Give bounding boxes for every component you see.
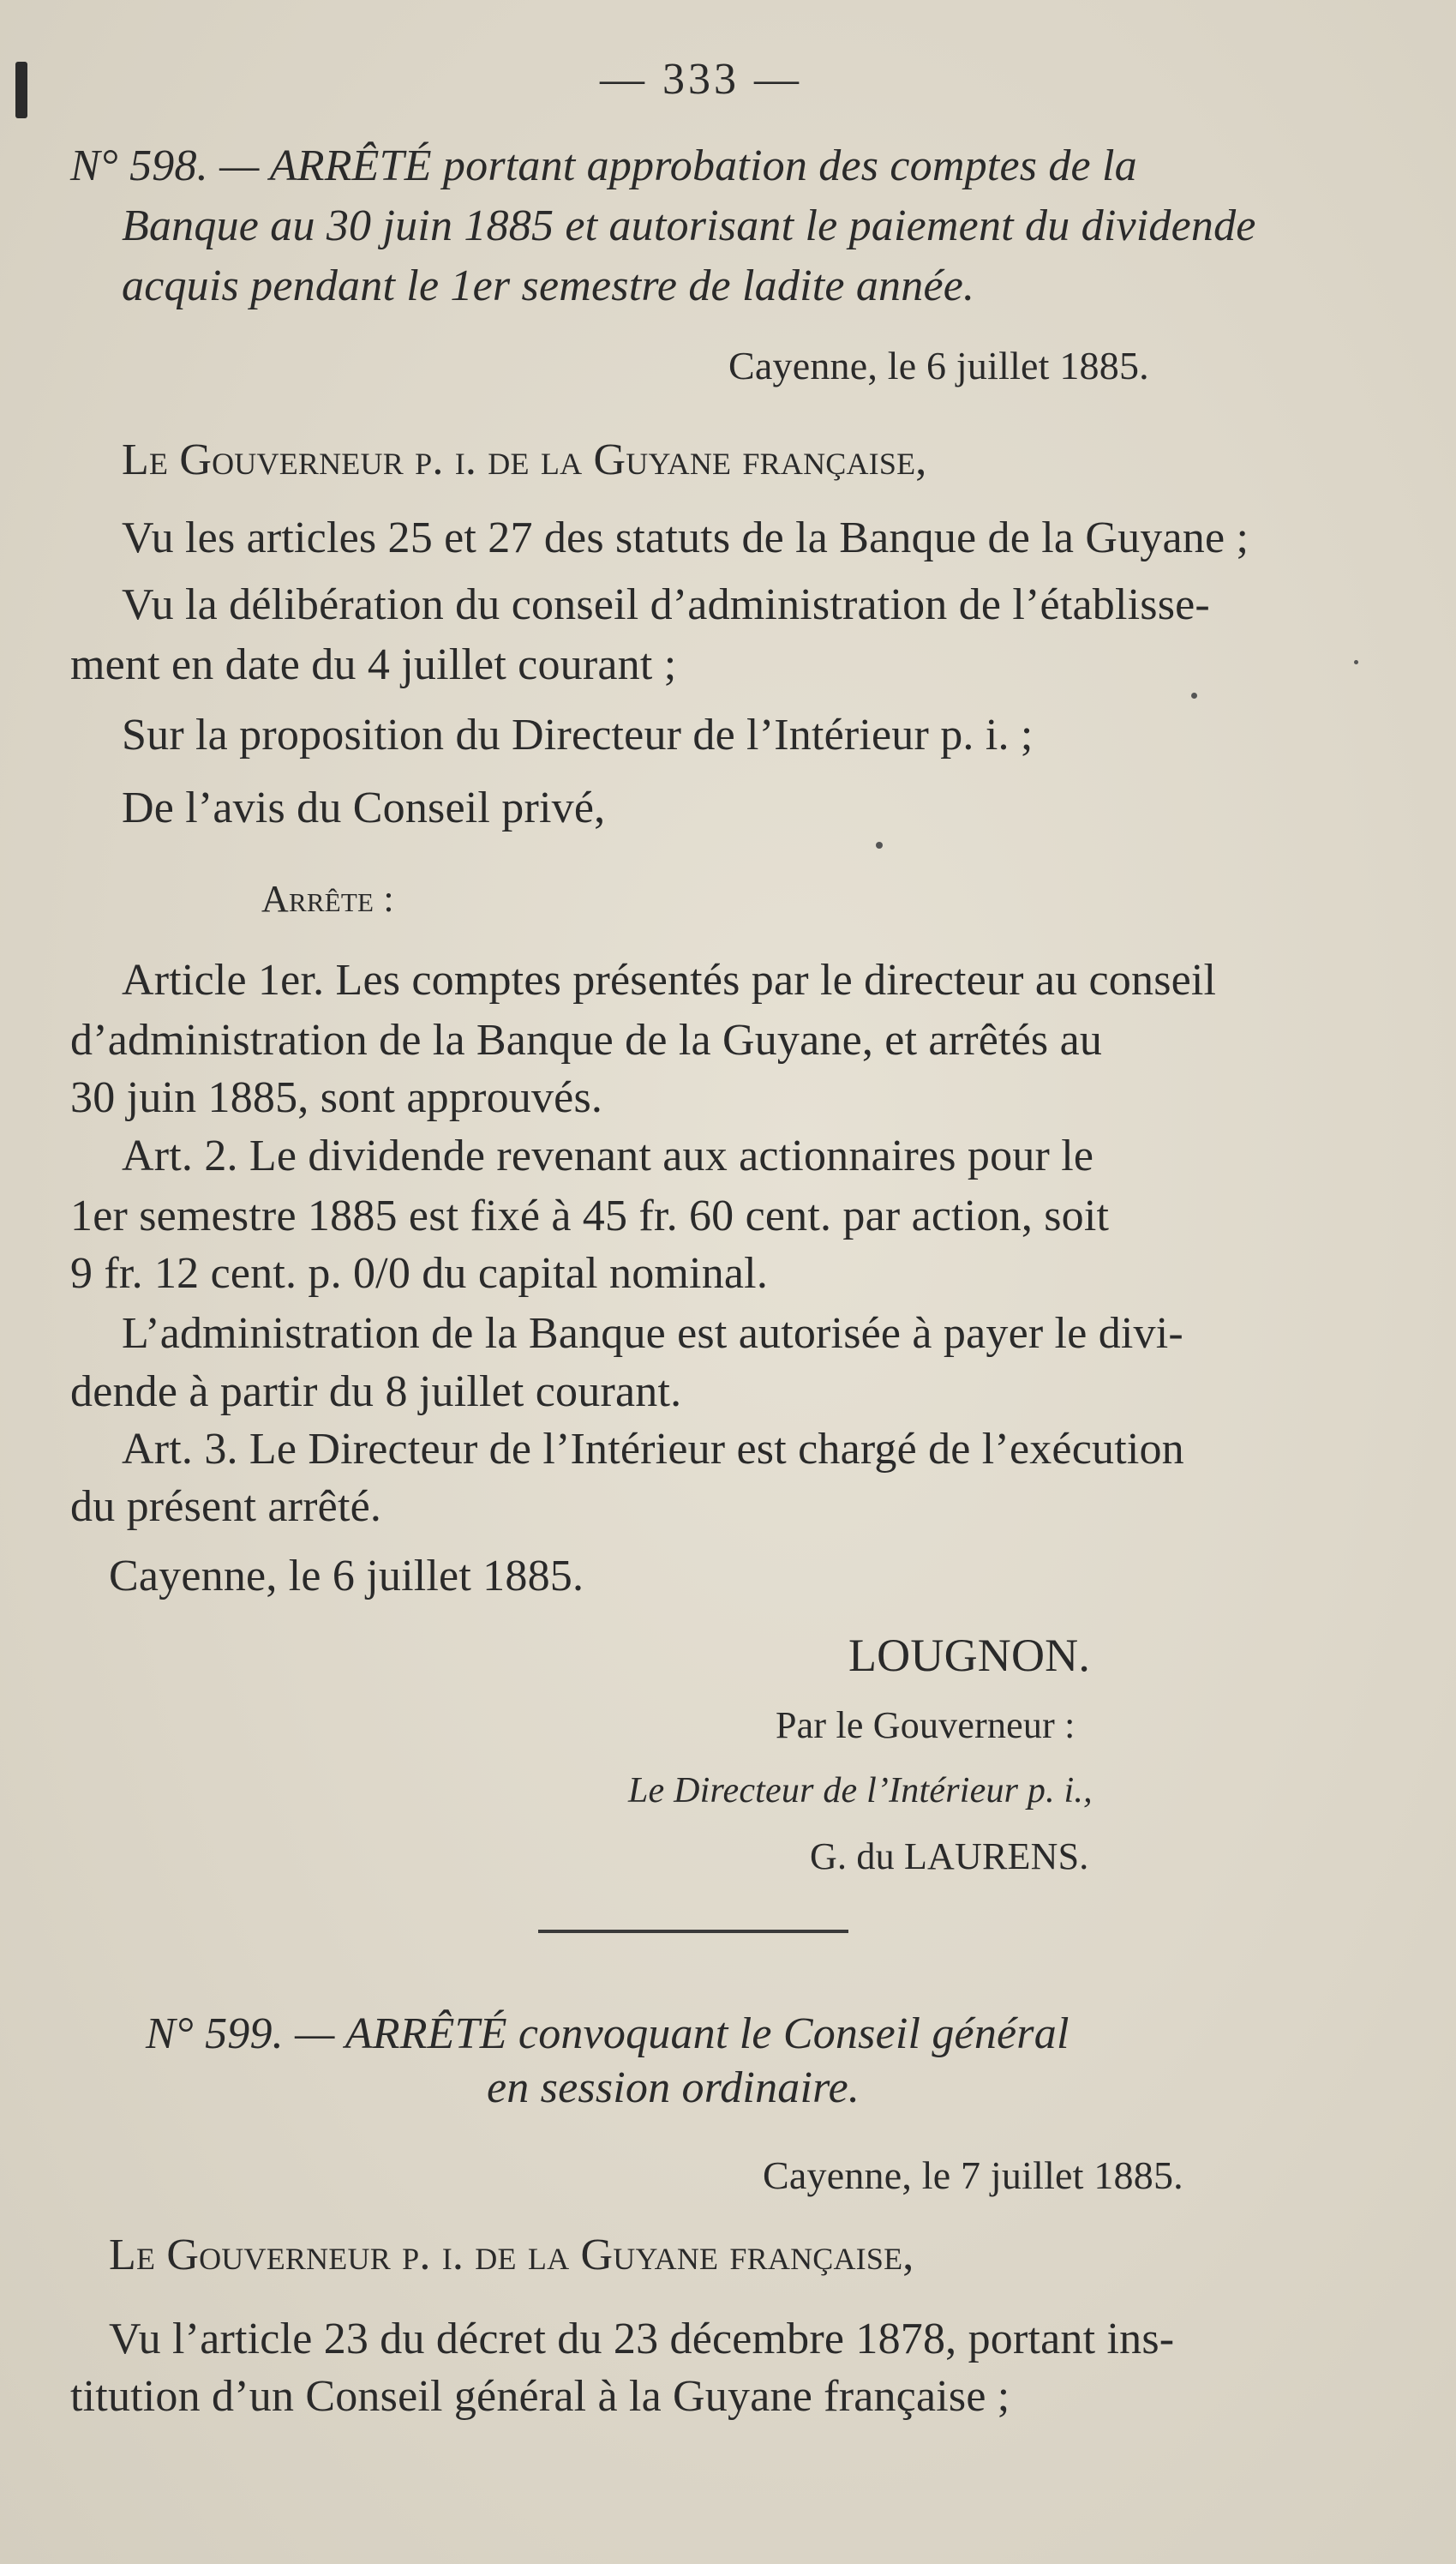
entry-598-body-line: L’administration de la Banque est autorisée à payer le divi- xyxy=(122,1309,1183,1358)
ink-speck xyxy=(1191,693,1197,699)
entry-598-title-line-2: Banque au 30 juin 1885 et autorisant le paiement du dividende xyxy=(122,201,1256,250)
entry-598-body-line: 1er semestre 1885 est fixé à 45 fr. 60 cent. par action, soit xyxy=(70,1192,1110,1240)
entry-598-director-title: Le Directeur de l’Intérieur p. i., xyxy=(628,1771,1093,1810)
entry-598-body-line: Sur la proposition du Directeur de l’Intérieur p. i. ; xyxy=(122,711,1034,760)
entry-599-place-date: Cayenne, le 7 juillet 1885. xyxy=(763,2153,1183,2197)
entry-598-body-line: 9 fr. 12 cent. p. 0/0 du capital nominal. xyxy=(70,1249,769,1298)
page-number: — 333 — xyxy=(600,55,802,104)
entry-598-body-line: Article 1er. Les comptes présentés par le directeur au conseil xyxy=(122,956,1217,1005)
entry-599-governor-line: Le Gouverneur p. i. de la Guyane française, xyxy=(109,2231,914,2279)
section-divider xyxy=(538,1930,848,1933)
ink-speck xyxy=(876,842,883,849)
entry-599-title-line-1: N° 599. — ARRÊTÉ convoquant le Conseil général xyxy=(146,2009,1070,2058)
entry-598-arrete-heading: Arrête : xyxy=(261,878,394,920)
entry-598-title-line-1: N° 598. — ARRÊTÉ portant approbation des comptes de la xyxy=(70,141,1137,190)
entry-598-body-line: ment en date du 4 juillet courant ; xyxy=(70,640,677,689)
entry-599-body-line: titution d’un Conseil général à la Guyane française ; xyxy=(70,2372,1010,2421)
entry-598-body-line: 30 juin 1885, sont approuvés. xyxy=(70,1073,603,1122)
ink-speck xyxy=(1354,660,1358,664)
entry-598-body-line: dende à partir du 8 juillet courant. xyxy=(70,1367,682,1416)
entry-598-body-line: Art. 2. Le dividende revenant aux actionnaires pour le xyxy=(122,1132,1094,1180)
entry-598-body-line: du présent arrêté. xyxy=(70,1482,382,1531)
entry-598-by-governor: Par le Gouverneur : xyxy=(776,1704,1076,1746)
entry-598-director-name: G. du LAURENS. xyxy=(810,1835,1089,1877)
entry-598-governor-line: Le Gouverneur p. i. de la Guyane française, xyxy=(122,435,927,484)
entry-598-title-line-3: acquis pendant le 1er semestre de ladite année. xyxy=(122,261,975,310)
margin-ink-mark xyxy=(15,62,27,118)
entry-598-body-line: De l’avis du Conseil privé, xyxy=(122,784,606,832)
entry-598-body-line: Vu la délibération du conseil d’administration de l’établisse- xyxy=(122,580,1210,629)
entry-598-signatory: LOUGNON. xyxy=(848,1630,1091,1681)
entry-598-closing-date: Cayenne, le 6 juillet 1885. xyxy=(109,1552,584,1600)
entry-598-body-line: Art. 3. Le Directeur de l’Intérieur est chargé de l’exécution xyxy=(122,1425,1184,1474)
entry-599-title-line-2: en session ordinaire. xyxy=(487,2063,860,2112)
entry-598-place-date: Cayenne, le 6 juillet 1885. xyxy=(728,344,1149,387)
entry-598-body-line: Vu les articles 25 et 27 des statuts de la Banque de la Guyane ; xyxy=(122,513,1249,562)
entry-598-body-line: d’administration de la Banque de la Guyane, et arrêtés au xyxy=(70,1016,1103,1065)
entry-599-body-line: Vu l’article 23 du décret du 23 décembre 1878, portant ins- xyxy=(109,2315,1175,2363)
